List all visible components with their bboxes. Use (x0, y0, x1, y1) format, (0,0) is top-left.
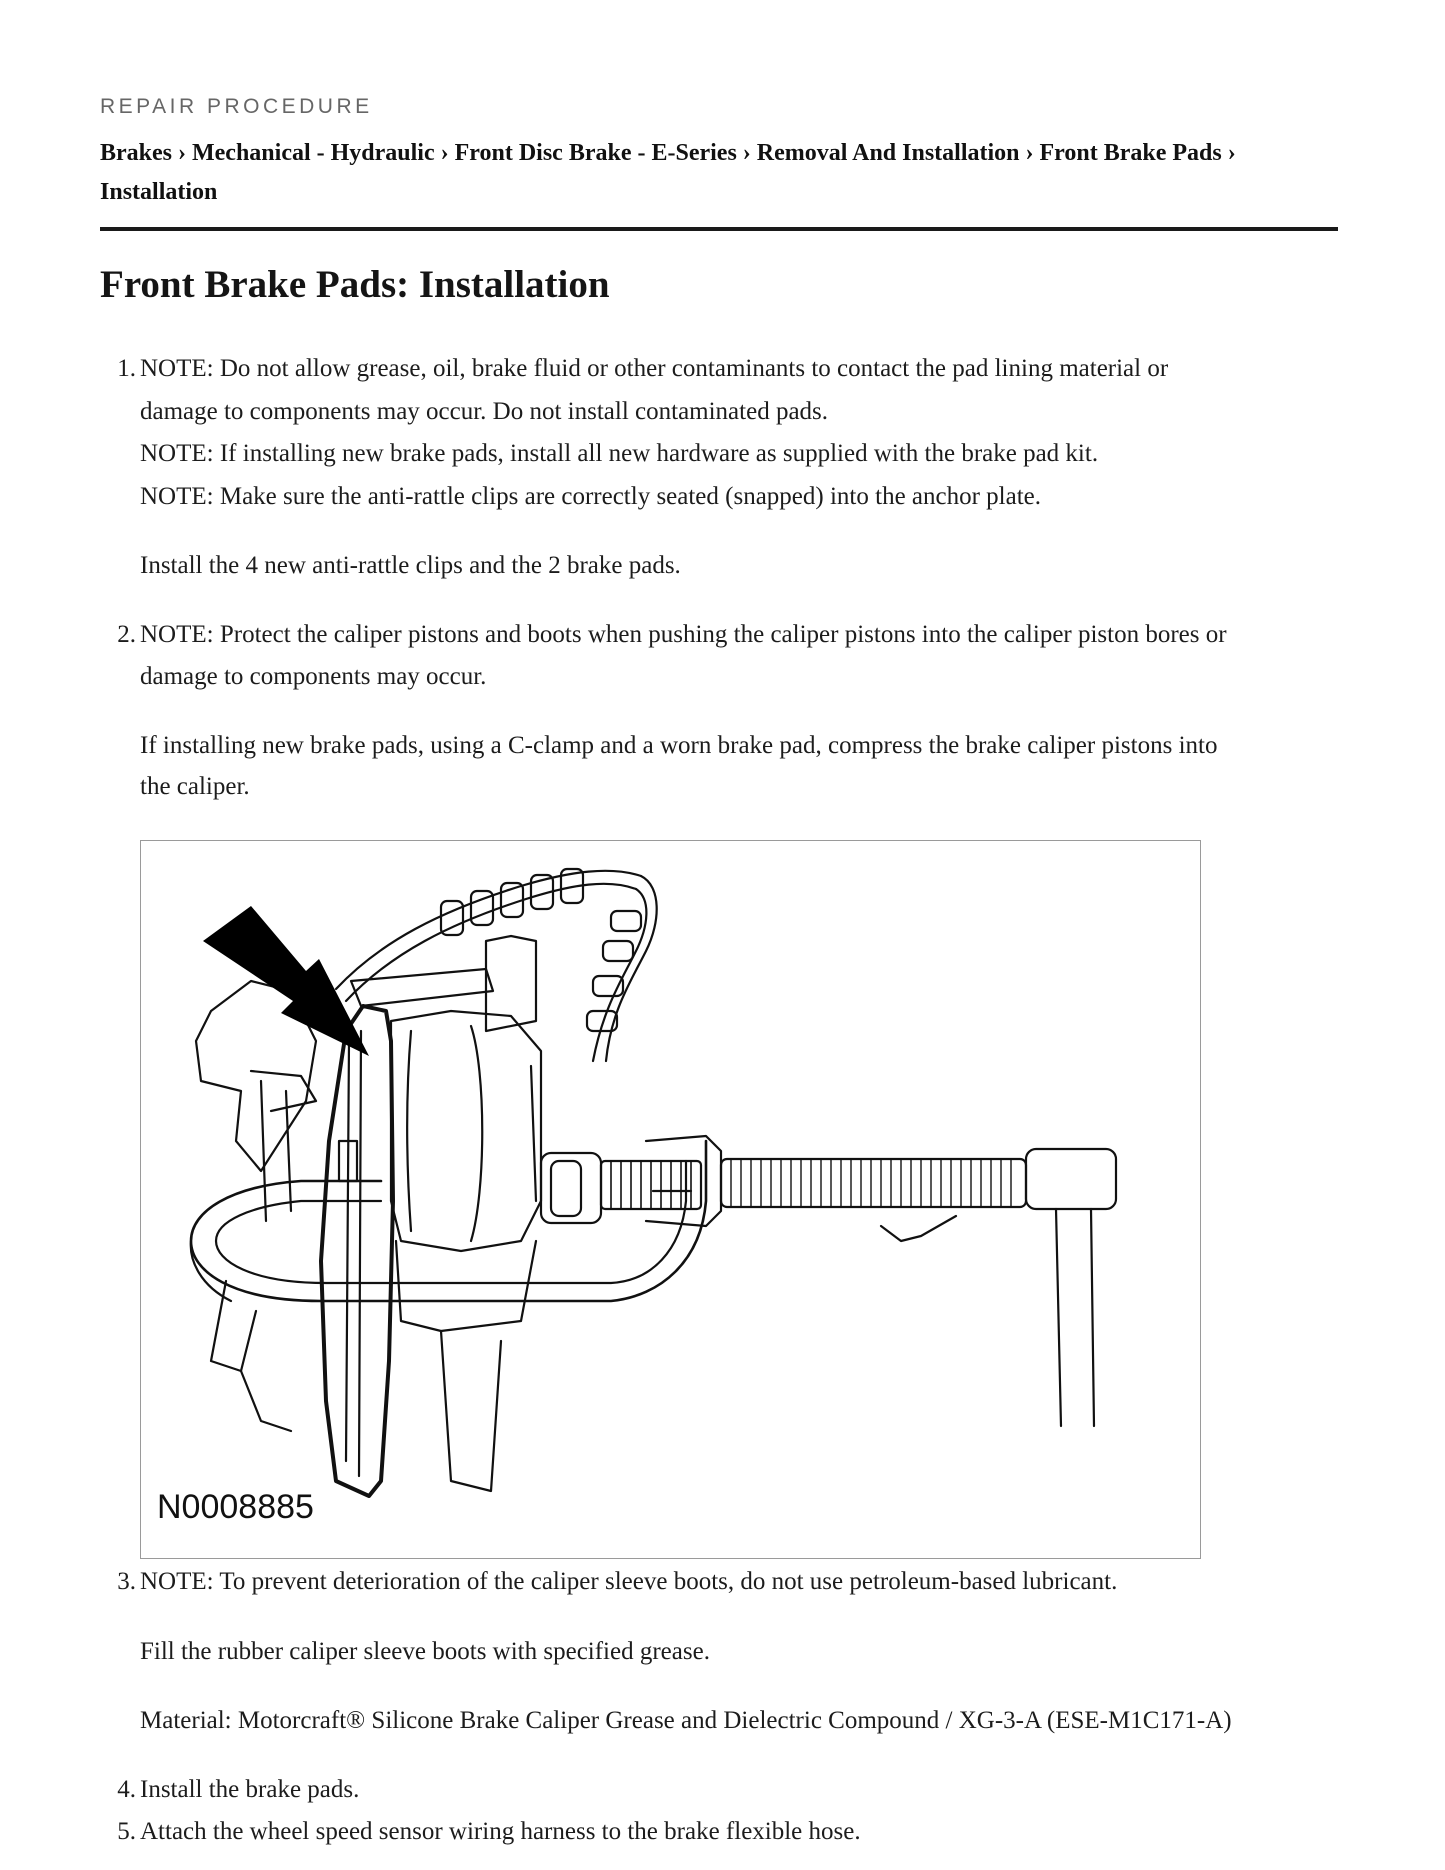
step-1-note: NOTE: If installing new brake pads, install all new hardware as supplied with the brake pad kit. (140, 440, 1099, 467)
page-title: Front Brake Pads: Installation (100, 263, 610, 306)
figure-id: N0008885 (157, 1488, 314, 1526)
breadcrumb-line-1: Brakes › Mechanical - Hydraulic › Front Disc Brake - E-Series › Removal And Installation › Front Brake Pads › (100, 140, 1236, 166)
step-2-action: the caliper. (140, 773, 250, 800)
step-1-note: NOTE: Make sure the anti-rattle clips are correctly seated (snapped) into the anchor plate. (140, 483, 1042, 510)
step-5-text: Attach the wheel speed sensor wiring harness to the brake flexible hose. (140, 1818, 861, 1845)
step-number: 3. (117, 1568, 136, 1595)
breadcrumb (100, 134, 1338, 212)
step-number: 2. (117, 621, 136, 648)
header-divider (100, 227, 1338, 231)
step-3-material: Material: Motorcraft® Silicone Brake Caliper Grease and Dielectric Compound / XG-3-A (ESE-M1C171-A) (140, 1707, 1232, 1734)
section-kicker: REPAIR PROCEDURE (100, 95, 373, 118)
step-2-note: damage to components may occur. (140, 663, 487, 690)
step-2-action: If installing new brake pads, using a C-clamp and a worn brake pad, compress the brake caliper pistons into (140, 732, 1218, 759)
breadcrumb-line-2: Installation (100, 179, 218, 205)
caliper-clamp-figure (140, 840, 1201, 1559)
step-3-action: Fill the rubber caliper sleeve boots with specified grease. (140, 1638, 710, 1665)
step-1-action: Install the 4 new anti-rattle clips and the 2 brake pads. (140, 552, 681, 579)
step-number: 1. (117, 355, 136, 382)
step-3-note: NOTE: To prevent deterioration of the caliper sleeve boots, do not use petroleum-based lubricant. (140, 1568, 1118, 1595)
step-number: 5. (117, 1818, 136, 1845)
step-number: 4. (117, 1776, 136, 1803)
caliper-c-clamp-illustration (141, 841, 1200, 1558)
step-4-text: Install the brake pads. (140, 1776, 360, 1803)
step-2-note: NOTE: Protect the caliper pistons and boots when pushing the caliper pistons into the caliper piston bores or (140, 621, 1227, 648)
step-1-note: NOTE: Do not allow grease, oil, brake fluid or other contaminants to contact the pad lining material or (140, 355, 1169, 382)
step-1-note: damage to components may occur. Do not install contaminated pads. (140, 398, 829, 425)
